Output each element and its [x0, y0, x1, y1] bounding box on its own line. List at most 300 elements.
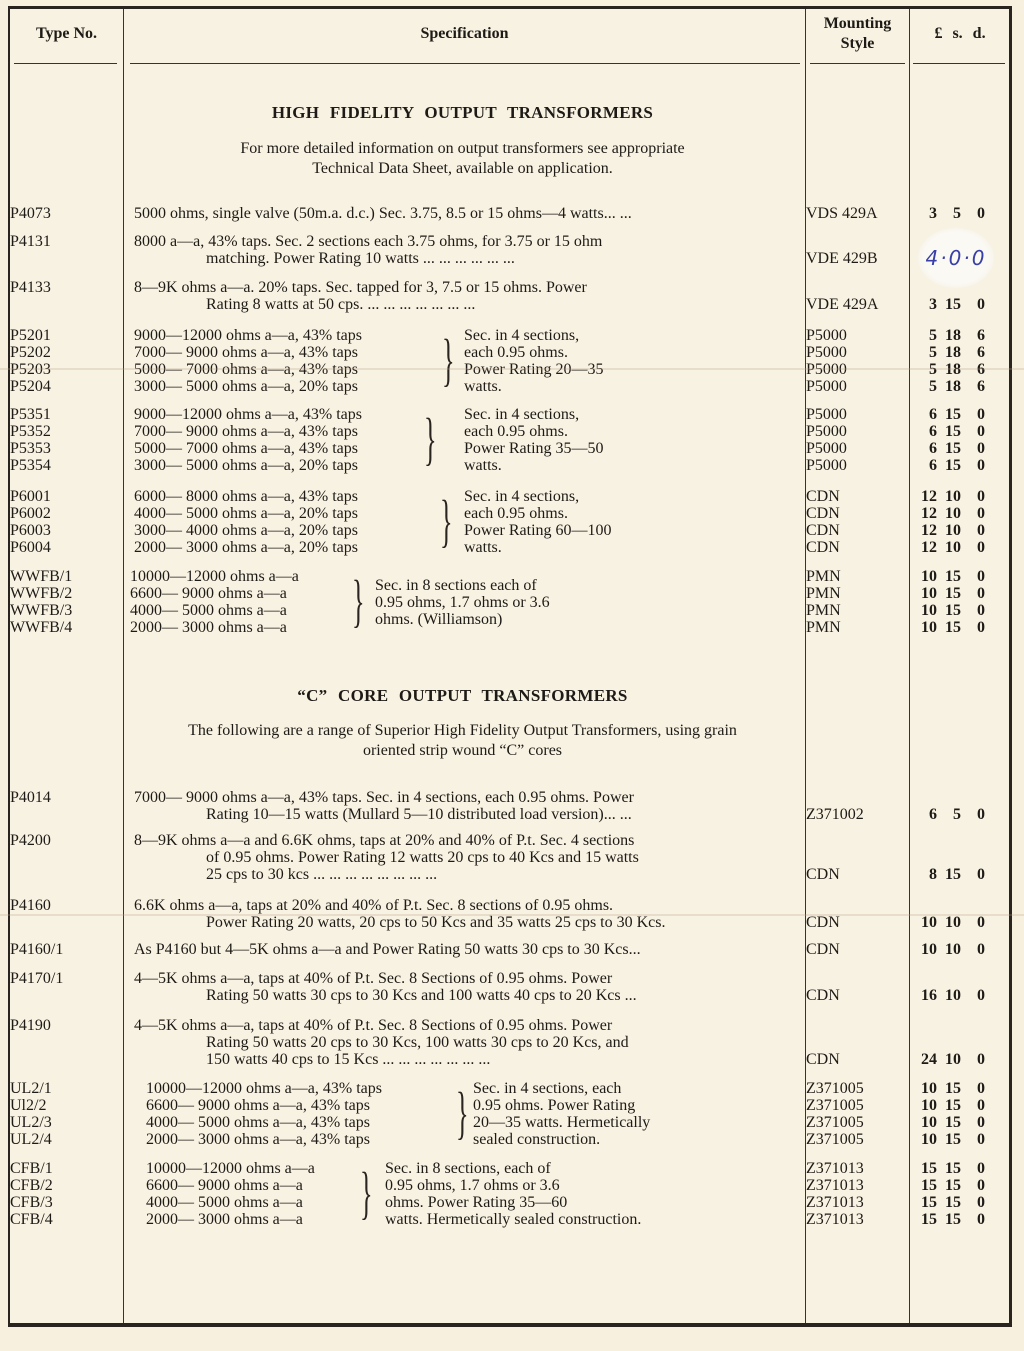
price-pounds: 10 — [921, 1114, 937, 1131]
impedance-spec: 6600— 9000 ohms a—a, 43% taps — [146, 1097, 370, 1114]
spec-line: 150 watts 40 cps to 15 Kcs ... ... ... ... ... ... ... — [206, 1051, 491, 1068]
impedance-spec: 4000— 5000 ohms a—a — [146, 1194, 303, 1211]
price — [905, 866, 985, 883]
group-description — [464, 406, 604, 474]
brace-icon: } — [442, 327, 455, 392]
price-column — [905, 406, 985, 474]
price-pence: 0 — [977, 1080, 985, 1097]
price-pence: 0 — [977, 1160, 985, 1177]
type-number: CFB/2 — [10, 1177, 53, 1194]
price-pounds: 3 — [929, 296, 937, 313]
mounting-style: VDE 429B — [806, 250, 878, 267]
description-line: watts. — [464, 378, 502, 395]
price-shillings: 15 — [945, 1114, 961, 1131]
impedance-spec: 5000— 7000 ohms a—a, 43% taps — [134, 361, 358, 378]
price — [905, 205, 985, 222]
price-shillings: 10 — [945, 1051, 961, 1068]
price-pounds: 6 — [929, 457, 937, 474]
mounting-style: Z371005 — [806, 1080, 864, 1097]
price-shillings: 15 — [945, 1211, 961, 1228]
mounting-style: Z371013 — [806, 1194, 864, 1211]
price-shillings: 15 — [945, 602, 961, 619]
price-pounds: 10 — [921, 1131, 937, 1148]
type-number: WWFB/1 — [10, 568, 73, 585]
impedance-spec: 6600— 9000 ohms a—a — [130, 585, 287, 602]
type-number: P4160 — [10, 897, 51, 914]
type-number-column — [10, 406, 51, 474]
mounting-style: CDN — [806, 914, 840, 931]
handwritten-price-annotation — [918, 228, 994, 288]
description-line: watts. — [464, 457, 502, 474]
description-line: each 0.95 ohms. — [464, 423, 568, 440]
price — [905, 987, 985, 1004]
price-shillings: 10 — [945, 488, 961, 505]
header-rule — [913, 63, 1005, 64]
type-number: P4160/1 — [10, 941, 64, 958]
spec-line: 8—9K ohms a—a. 20% taps. Sec. tapped for 3, 7.5 or 15 ohms. Power — [134, 279, 587, 296]
type-number: UL2/4 — [10, 1131, 52, 1148]
impedance-spec: 2000— 3000 ohms a—a, 20% taps — [134, 539, 358, 556]
price-pounds: 16 — [921, 987, 937, 1004]
mounting-style: Z371013 — [806, 1160, 864, 1177]
price-shillings: 18 — [945, 344, 961, 361]
spec-line: As P4160 but 4—5K ohms a—a and Power Rating 50 watts 30 cps to 30 Kcs... — [134, 941, 641, 958]
header-rule — [810, 63, 905, 64]
mounting-style-column — [806, 327, 847, 395]
brace-icon: } — [456, 1080, 469, 1145]
impedance-column — [134, 406, 362, 474]
mounting-style: P5000 — [806, 457, 847, 474]
price-shillings: 5 — [953, 205, 961, 222]
specification-text — [134, 789, 784, 823]
type-number-column — [10, 568, 72, 636]
description-line: sealed construction. — [473, 1131, 601, 1148]
price — [905, 1177, 985, 1194]
price-shillings: 10 — [945, 505, 961, 522]
type-number: P5351 — [10, 406, 51, 423]
type-number: P5201 — [10, 327, 51, 344]
price-pence: 0 — [977, 423, 985, 440]
spec-line: 6.6K ohms a—a, taps at 20% and 40% of P.t. Sec. 8 sections of 0.95 ohms. — [134, 897, 614, 914]
description-line: Power Rating 20—35 — [464, 361, 604, 378]
price-shillings: 18 — [945, 378, 961, 395]
type-number: P6004 — [10, 539, 51, 556]
price-shillings: 15 — [945, 568, 961, 585]
type-number: WWFB/3 — [10, 602, 73, 619]
specification-text — [134, 233, 784, 267]
price-pounds: 15 — [921, 1177, 937, 1194]
mounting-style: CDN — [806, 1051, 840, 1068]
price — [905, 806, 985, 823]
description-line: watts. — [464, 539, 502, 556]
spec-line: 4—5K ohms a—a, taps at 40% of P.t. Sec. 8 Sections of 0.95 ohms. Power — [134, 970, 613, 987]
mounting-style: CDN — [806, 522, 840, 539]
mounting-style: CDN — [806, 987, 840, 1004]
impedance-spec: 4000— 5000 ohms a—a, 43% taps — [146, 1114, 370, 1131]
price — [905, 914, 985, 931]
mounting-style: Z371013 — [806, 1177, 864, 1194]
mounting-style-column — [806, 568, 841, 636]
price-column — [905, 327, 985, 395]
price — [905, 539, 985, 556]
type-number-column — [10, 1080, 52, 1148]
mounting-style: Z371005 — [806, 1131, 864, 1148]
price-pence: 0 — [977, 602, 985, 619]
price-pence: 0 — [977, 488, 985, 505]
price-pounds: 3 — [929, 205, 937, 222]
mounting-style: P5000 — [806, 361, 847, 378]
price-shillings: 15 — [945, 1194, 961, 1211]
mounting-style: CDN — [806, 488, 840, 505]
impedance-spec: 4000— 5000 ohms a—a — [130, 602, 287, 619]
impedance-spec: 10000—12000 ohms a—a — [130, 568, 299, 585]
description-line: Sec. in 4 sections, each — [473, 1080, 622, 1097]
paper-crease — [0, 368, 1024, 370]
price-pounds: 15 — [921, 1211, 937, 1228]
price-pence: 0 — [977, 406, 985, 423]
type-number: P4073 — [10, 205, 51, 222]
brace-icon: } — [360, 1160, 373, 1225]
price-shillings: 15 — [945, 1160, 961, 1177]
type-number: UL2/3 — [10, 1114, 52, 1131]
brace-icon: } — [440, 488, 453, 553]
group-description — [375, 577, 550, 628]
price-shillings: 15 — [945, 423, 961, 440]
impedance-spec: 7000— 9000 ohms a—a, 43% taps — [134, 344, 358, 361]
price — [905, 440, 985, 457]
price-pounds: 5 — [929, 344, 937, 361]
price-shillings: 10 — [945, 987, 961, 1004]
price-shillings: 15 — [945, 1097, 961, 1114]
impedance-spec: 6600— 9000 ohms a—a — [146, 1177, 303, 1194]
type-number: WWFB/2 — [10, 585, 73, 602]
type-number-column — [10, 488, 51, 556]
type-number: P5203 — [10, 361, 51, 378]
price-column — [905, 1160, 985, 1228]
price-pence: 6 — [977, 327, 985, 344]
mounting-style: P5000 — [806, 406, 847, 423]
impedance-column — [134, 327, 362, 395]
price-pence: 0 — [977, 987, 985, 1004]
price-shillings: 15 — [945, 866, 961, 883]
mounting-style-column — [806, 1160, 864, 1228]
price-shillings: 5 — [953, 806, 961, 823]
price-pence: 0 — [977, 866, 985, 883]
price-shillings: 15 — [945, 406, 961, 423]
price-shillings: 15 — [945, 296, 961, 313]
price — [905, 327, 985, 344]
handwritten-price: 4·0·0 — [925, 246, 987, 270]
mounting-style: P5000 — [806, 327, 847, 344]
price-pounds: 10 — [921, 941, 937, 958]
impedance-spec: 9000—12000 ohms a—a, 43% taps — [134, 327, 362, 344]
type-number-column — [10, 327, 51, 395]
price — [905, 344, 985, 361]
mounting-style-column — [806, 406, 847, 474]
group-description — [464, 488, 612, 556]
price-pounds: 6 — [929, 440, 937, 457]
price-pounds: 6 — [929, 406, 937, 423]
price-pounds: 15 — [921, 1194, 937, 1211]
spec-line: 25 cps to 30 kcs ... ... ... ... ... ... ... ... — [206, 866, 438, 883]
description-line: Sec. in 4 sections, — [464, 406, 580, 423]
price — [905, 1160, 985, 1177]
description-line: ohms. Power Rating 35—60 — [385, 1194, 568, 1211]
mounting-style: PMN — [806, 585, 841, 602]
mounting-style: Z371005 — [806, 1114, 864, 1131]
section-title: “C” CORE OUTPUT TRANSFORMERS — [297, 686, 628, 705]
price — [905, 423, 985, 440]
type-number: WWFB/4 — [10, 619, 73, 636]
price-shillings: 15 — [945, 457, 961, 474]
mounting-style: PMN — [806, 602, 841, 619]
price-shillings: 18 — [945, 361, 961, 378]
price-pence: 0 — [977, 1194, 985, 1211]
section-note: For more detailed information on output transformers see appropriate Technical Data Sheet, available on application. — [240, 140, 685, 177]
mounting-style: VDS 429A — [806, 205, 878, 222]
price — [905, 619, 985, 636]
impedance-spec: 6000— 8000 ohms a—a, 43% taps — [134, 488, 358, 505]
price-pence: 0 — [977, 1114, 985, 1131]
price-pounds: 10 — [921, 602, 937, 619]
group-description — [464, 327, 604, 395]
impedance-column — [134, 488, 358, 556]
brace-icon: } — [424, 406, 437, 471]
price-pounds: 12 — [921, 539, 937, 556]
impedance-spec: 3000— 4000 ohms a—a, 20% taps — [134, 522, 358, 539]
spec-line: Rating 8 watts at 50 cps. ... ... ... ... ... ... ... — [206, 296, 476, 313]
price-pence: 0 — [977, 296, 985, 313]
description-line: watts. Hermetically sealed construction. — [385, 1211, 642, 1228]
spec-line: 7000— 9000 ohms a—a, 43% taps. Sec. in 4 sections, each 0.95 ohms. Power — [134, 789, 634, 806]
group-description — [385, 1160, 641, 1228]
description-line: Sec. in 4 sections, — [464, 327, 580, 344]
price-pounds: 12 — [921, 522, 937, 539]
description-line: 0.95 ohms, 1.7 ohms or 3.6 — [385, 1177, 560, 1194]
impedance-spec: 2000— 3000 ohms a—a — [146, 1211, 303, 1228]
description-line: Power Rating 60—100 — [464, 522, 612, 539]
price-shillings: 10 — [945, 941, 961, 958]
price-pounds: 10 — [921, 568, 937, 585]
spec-line: of 0.95 ohms. Power Rating 12 watts 20 cps to 40 Kcs and 15 watts — [206, 849, 639, 866]
price-pounds: 10 — [921, 914, 937, 931]
price-pence: 0 — [977, 505, 985, 522]
impedance-spec: 7000— 9000 ohms a—a, 43% taps — [134, 423, 358, 440]
mounting-style: VDE 429A — [806, 296, 879, 313]
brace-icon: } — [352, 568, 365, 633]
impedance-spec: 2000— 3000 ohms a—a — [130, 619, 287, 636]
price-pounds: 5 — [929, 327, 937, 344]
price-pence: 6 — [977, 378, 985, 395]
description-line: Power Rating 35—50 — [464, 440, 604, 457]
impedance-spec: 3000— 5000 ohms a—a, 20% taps — [134, 457, 358, 474]
price — [905, 1114, 985, 1131]
type-number: P6003 — [10, 522, 51, 539]
price-shillings: 15 — [945, 619, 961, 636]
impedance-column — [146, 1080, 382, 1148]
type-number: P4190 — [10, 1017, 51, 1034]
price-pence: 0 — [977, 585, 985, 602]
type-number: P5352 — [10, 423, 51, 440]
spec-line: Rating 50 watts 20 cps to 30 Kcs, 100 watts 30 cps to 20 Kcs, and — [206, 1034, 629, 1051]
price-pounds: 15 — [921, 1160, 937, 1177]
description-line: 0.95 ohms. Power Rating — [473, 1097, 636, 1114]
type-number: P4133 — [10, 279, 51, 296]
price-shillings: 10 — [945, 914, 961, 931]
price-pence: 0 — [977, 1131, 985, 1148]
mounting-style: PMN — [806, 619, 841, 636]
price-column — [905, 1080, 985, 1148]
mounting-style: Z371002 — [806, 806, 864, 823]
description-line: ohms. (Williamson) — [375, 611, 503, 628]
type-number: P6001 — [10, 488, 51, 505]
spec-line: 8000 a—a, 43% taps. Sec. 2 sections each 3.75 ohms, for 3.75 or 15 ohm — [134, 233, 603, 250]
specification-text — [134, 941, 784, 958]
price — [905, 1131, 985, 1148]
impedance-spec: 4000— 5000 ohms a—a, 20% taps — [134, 505, 358, 522]
description-line: each 0.95 ohms. — [464, 344, 568, 361]
specification-text — [134, 1017, 784, 1068]
price-pounds: 5 — [929, 361, 937, 378]
price-pence: 0 — [977, 539, 985, 556]
spec-line: 8—9K ohms a—a and 6.6K ohms, taps at 20% and 40% of P.t. Sec. 4 sections — [134, 832, 635, 849]
mounting-style: CDN — [806, 866, 840, 883]
impedance-column — [146, 1160, 315, 1228]
price-pence: 0 — [977, 522, 985, 539]
price-pounds: 5 — [929, 378, 937, 395]
spec-line: Power Rating 20 watts, 20 cps to 50 Kcs and 35 watts 25 cps to 30 Kcs. — [206, 914, 666, 931]
price-pence: 0 — [977, 914, 985, 931]
price-shillings: 18 — [945, 327, 961, 344]
price-shillings: 15 — [945, 585, 961, 602]
mounting-style: P5000 — [806, 378, 847, 395]
price-shillings: 15 — [945, 1131, 961, 1148]
header-specification: Specification — [420, 25, 509, 42]
mounting-style: P5000 — [806, 423, 847, 440]
price — [905, 1051, 985, 1068]
price — [905, 488, 985, 505]
price-pounds: 6 — [929, 806, 937, 823]
mounting-style: CDN — [806, 505, 840, 522]
price — [905, 568, 985, 585]
price-pounds: 8 — [929, 866, 937, 883]
price-shillings: 10 — [945, 522, 961, 539]
price-pence: 0 — [977, 619, 985, 636]
type-number: P4200 — [10, 832, 51, 849]
group-description — [473, 1080, 650, 1148]
type-number: CFB/4 — [10, 1211, 53, 1228]
price — [905, 457, 985, 474]
type-number: P5204 — [10, 378, 51, 395]
type-number: P6002 — [10, 505, 51, 522]
mounting-style: P5000 — [806, 440, 847, 457]
specification-text — [134, 970, 784, 1004]
price-shillings: 10 — [945, 539, 961, 556]
header-type-no: Type No. — [35, 25, 98, 42]
price-pence: 0 — [977, 1211, 985, 1228]
mounting-style-column — [806, 1080, 864, 1148]
impedance-spec: 3000— 5000 ohms a—a, 20% taps — [134, 378, 358, 395]
price — [905, 296, 985, 313]
specification-text — [134, 832, 784, 883]
mounting-style-column — [806, 488, 840, 556]
price-pounds: 24 — [921, 1051, 937, 1068]
section-title: HIGH FIDELITY OUTPUT TRANSFORMERS — [271, 103, 654, 122]
price-pounds: 10 — [921, 619, 937, 636]
price-shillings: 15 — [945, 1080, 961, 1097]
section-note: The following are a range of Superior High Fidelity Output Transformers, using grain oriented strip wound “C” cores — [188, 722, 737, 759]
price-pounds: 10 — [921, 585, 937, 602]
type-number: P4131 — [10, 233, 51, 250]
type-number: P4170/1 — [10, 970, 64, 987]
mounting-style: Z371005 — [806, 1097, 864, 1114]
price-column — [905, 568, 985, 636]
price-shillings: 15 — [945, 440, 961, 457]
price — [905, 522, 985, 539]
impedance-column — [130, 568, 299, 636]
price-shillings: 15 — [945, 1177, 961, 1194]
description-line: Sec. in 8 sections, each of — [385, 1160, 551, 1177]
price-pounds: 6 — [929, 423, 937, 440]
spec-line: Rating 50 watts 30 cps to 30 Kcs and 100 watts 40 cps to 20 Kcs ... — [206, 987, 637, 1004]
impedance-spec: 9000—12000 ohms a—a, 43% taps — [134, 406, 362, 423]
mounting-style: PMN — [806, 568, 841, 585]
column-divider — [123, 9, 124, 1323]
specification-text — [134, 205, 784, 222]
description-line: 0.95 ohms, 1.7 ohms or 3.6 — [375, 594, 550, 611]
price-column — [905, 488, 985, 556]
impedance-spec: 10000—12000 ohms a—a — [146, 1160, 315, 1177]
type-number: UL2/1 — [10, 1080, 52, 1097]
type-number: P5353 — [10, 440, 51, 457]
type-number: P5202 — [10, 344, 51, 361]
header-rule — [130, 63, 800, 64]
header-price: £ s. d. — [934, 25, 986, 42]
price — [905, 1097, 985, 1114]
spec-line: 4—5K ohms a—a, taps at 40% of P.t. Sec. 8 Sections of 0.95 ohms. Power — [134, 1017, 613, 1034]
impedance-spec: 5000— 7000 ohms a—a, 43% taps — [134, 440, 358, 457]
price — [905, 1211, 985, 1228]
price-pounds: 12 — [921, 488, 937, 505]
mounting-style: CDN — [806, 539, 840, 556]
type-number: P4014 — [10, 789, 51, 806]
price-pence: 0 — [977, 205, 985, 222]
price — [905, 1194, 985, 1211]
impedance-spec: 10000—12000 ohms a—a, 43% taps — [146, 1080, 382, 1097]
mounting-style: CDN — [806, 941, 840, 958]
price-pence: 0 — [977, 1177, 985, 1194]
price-pence: 0 — [977, 806, 985, 823]
price — [905, 941, 985, 958]
description-line: Sec. in 4 sections, — [464, 488, 580, 505]
type-number: P5354 — [10, 457, 51, 474]
price-pence: 6 — [977, 361, 985, 378]
price-pounds: 10 — [921, 1097, 937, 1114]
type-number-column — [10, 1160, 53, 1228]
header-rule — [14, 63, 117, 64]
mounting-style: P5000 — [806, 344, 847, 361]
price — [905, 602, 985, 619]
description-line: each 0.95 ohms. — [464, 505, 568, 522]
spec-line: 5000 ohms, single valve (50m.a. d.c.) Sec. 3.75, 8.5 or 15 ohms—4 watts... ... — [134, 205, 632, 222]
specification-text — [134, 279, 784, 313]
price — [905, 585, 985, 602]
price — [905, 378, 985, 395]
price-pence: 0 — [977, 1051, 985, 1068]
price-pounds: 12 — [921, 505, 937, 522]
price-pence: 0 — [977, 440, 985, 457]
price-pence: 6 — [977, 344, 985, 361]
